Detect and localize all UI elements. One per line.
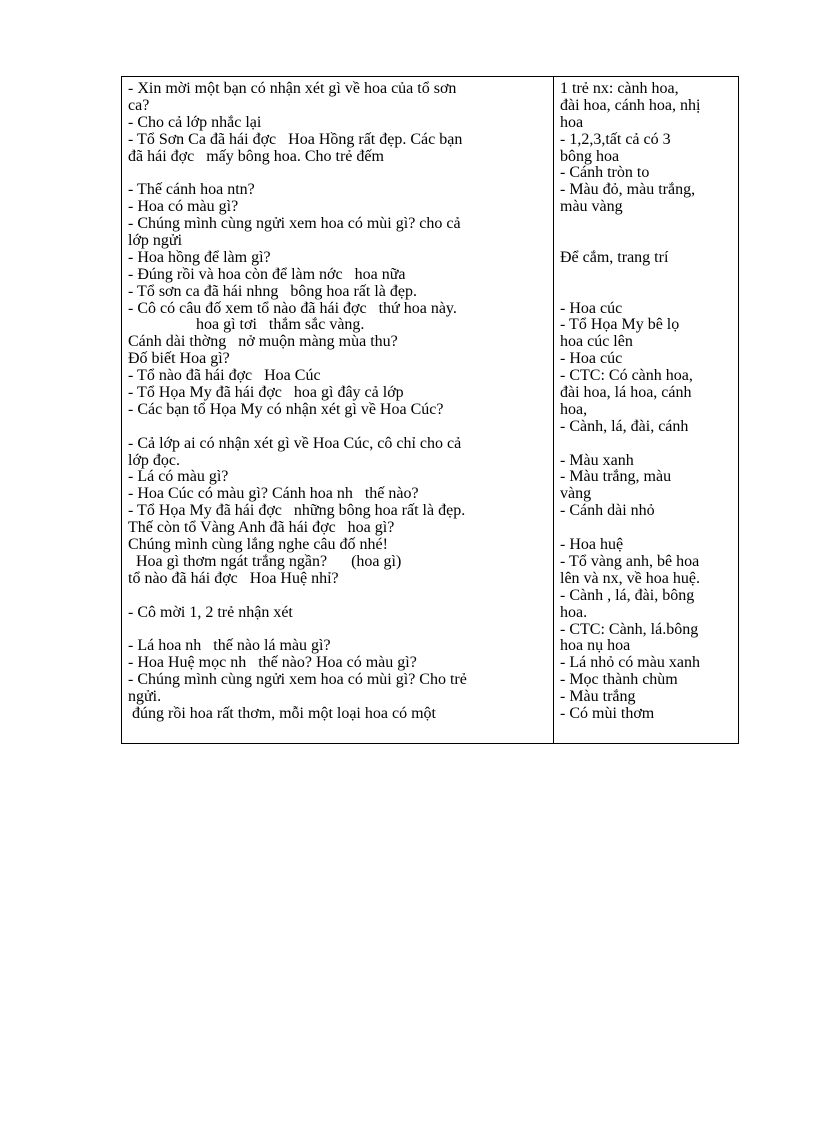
teacher-text-line: - Xin mời một bạn có nhận xét gì về hoa của tổ sơn (128, 81, 457, 97)
teacher-text-line: ca? (128, 97, 150, 114)
child-text-line: - CTC: Cành, lá.bông (560, 621, 699, 638)
child-activity-column (554, 77, 738, 743)
child-text-line: - Có mùi thơm (560, 705, 655, 722)
child-text-line: - Màu trắng (560, 689, 636, 706)
teacher-text-line: - Đúng rồi và hoa còn để làm nớc hoa nữa (128, 266, 406, 283)
teacher-text-line: - Chúng mình cùng ngửi xem hoa có mùi gì? Cho trẻ (128, 672, 467, 689)
teacher-text-line: đã hái đợc mấy bông hoa. Cho trẻ đếm (128, 148, 384, 165)
teacher-text-line: - Hoa Huệ mọc nh thế nào? Hoa có màu gì? (128, 655, 417, 672)
teacher-text-line: - Hoa hồng để làm gì? (128, 249, 271, 266)
child-text-line: - Hoa cúc (560, 351, 623, 368)
child-text-line: 1 trẻ nx: cành hoa, (560, 81, 679, 97)
teacher-text-line: - Thế cánh hoa ntn? (128, 182, 255, 199)
teacher-text-line: Đố biết Hoa gì? (128, 351, 230, 368)
child-text-line (560, 436, 732, 453)
teacher-text-line: - Cả lớp ai có nhận xét gì về Hoa Cúc, cô chỉ cho cả (128, 435, 462, 452)
child-text-line: - Tổ Họa My bê lọ (560, 317, 680, 334)
teacher-text-line: đúng rồi hoa rất thơm, mỗi một loại hoa có một (128, 705, 436, 722)
teacher-text-line: Hoa gì thơm ngát trắng ngần? (hoa gì) (128, 553, 402, 570)
teacher-text-line: - Tổ Sơn Ca đã hái đợc Hoa Hồng rất đẹp. Các bạn (128, 131, 463, 148)
child-text-line: hoa cúc lên (560, 334, 633, 351)
child-text-line: - Lá nhỏ có màu xanh (560, 655, 700, 672)
child-text-line (560, 233, 732, 250)
teacher-text-line: - Hoa Cúc có màu gì? Cánh hoa nh thế nào? (128, 486, 419, 503)
child-text-line: - 1,2,3,tất cả có 3 (560, 131, 671, 148)
child-text-line: vàng (560, 486, 592, 503)
teacher-text-line: - Cô có câu đố xem tổ nào đã hái đợc thứ hoa này. (128, 300, 457, 317)
child-text-line: lên và nx, về hoa huệ. (560, 570, 700, 587)
teacher-text-line: tổ nào đã hái đợc Hoa Huệ nhỉ? (128, 570, 339, 587)
teacher-text-line: Thế còn tổ Vàng Anh đã hái đợc hoa gì? (128, 520, 395, 537)
child-text-line: - Màu đỏ, màu trắng, (560, 182, 696, 199)
lesson-table (121, 76, 739, 744)
teacher-text-line: lớp đọc. (128, 452, 181, 469)
child-text-line: - Màu trắng, màu (560, 469, 672, 486)
teacher-text-line: - Cô mời 1, 2 trẻ nhận xét (128, 604, 293, 621)
teacher-text-line (128, 419, 547, 436)
child-text-line (560, 216, 732, 233)
child-text-line: - Hoa huệ (560, 537, 624, 554)
teacher-text-line: - Các bạn tổ Họa My có nhận xét gì về Hoa Cúc? (128, 401, 444, 418)
child-text-line: - CTC: Có cành hoa, (560, 368, 693, 385)
teacher-text-line: - Tổ Họa My đã hái đợc hoa gì đây cả lớp (128, 385, 404, 402)
child-text-line: hoa nụ hoa (560, 638, 631, 655)
teacher-text-line: - Tổ Họa My đã hái đợc những bông hoa rất là đẹp. (128, 503, 466, 520)
teacher-text-line (128, 588, 547, 605)
teacher-text-line: - Lá hoa nh thế nào lá màu gì? (128, 638, 331, 655)
teacher-activity-column (122, 77, 554, 743)
child-text-line: hoa, (560, 401, 588, 418)
child-text-line: đài hoa, lá hoa, cánh (560, 385, 692, 402)
teacher-text-line: lớp ngửi (128, 233, 183, 250)
child-text-line (560, 520, 732, 537)
child-text-line: - Cánh tròn to (560, 165, 650, 182)
child-text-line (560, 284, 732, 301)
child-text-line: - Màu xanh (560, 452, 634, 469)
teacher-text-line: Chúng mình cùng lắng nghe câu đố nhé! (128, 537, 388, 554)
child-text-line: màu vàng (560, 199, 623, 216)
teacher-text-line: - Cho cả lớp nhắc lại (128, 114, 262, 131)
teacher-text-line: ngửi. (128, 689, 162, 706)
child-text-line: - Cánh dài nhỏ (560, 503, 655, 520)
teacher-text-line: - Chúng mình cùng ngửi xem hoa có mùi gì? cho cả (128, 216, 461, 233)
child-text-line: - Mọc thành chùm (560, 672, 678, 689)
child-text-line: - Cành , lá, đài, bông (560, 587, 695, 604)
child-text-line: hoa. (560, 604, 588, 621)
teacher-text-line: - Hoa có màu gì? (128, 199, 239, 216)
child-text-line: bông hoa (560, 148, 620, 165)
child-text-line: đài hoa, cánh hoa, nhị (560, 97, 701, 114)
teacher-text-line: - Tổ sơn ca đã hái nhng bông hoa rất là đẹp. (128, 283, 417, 300)
child-text-line: hoa (560, 114, 584, 131)
child-text-line: - Cành, lá, đài, cánh (560, 418, 689, 435)
child-text-line: - Hoa cúc (560, 300, 623, 317)
child-text-line: - Tổ vàng anh, bê hoa (560, 553, 700, 570)
child-text-line (560, 267, 732, 284)
teacher-text-line (128, 165, 547, 182)
teacher-text-line: - Lá có màu gì? (128, 469, 229, 486)
teacher-text-line: Cánh dài thờng nở muộn màng mùa thu? (128, 334, 398, 351)
teacher-text-line (128, 622, 547, 639)
teacher-text-line: hoa gì tơi thắm sắc vàng. (128, 317, 365, 334)
child-text-line: Để cắm, trang trí (560, 249, 669, 266)
teacher-text-line: - Tổ nào đã hái đợc Hoa Cúc (128, 368, 321, 385)
